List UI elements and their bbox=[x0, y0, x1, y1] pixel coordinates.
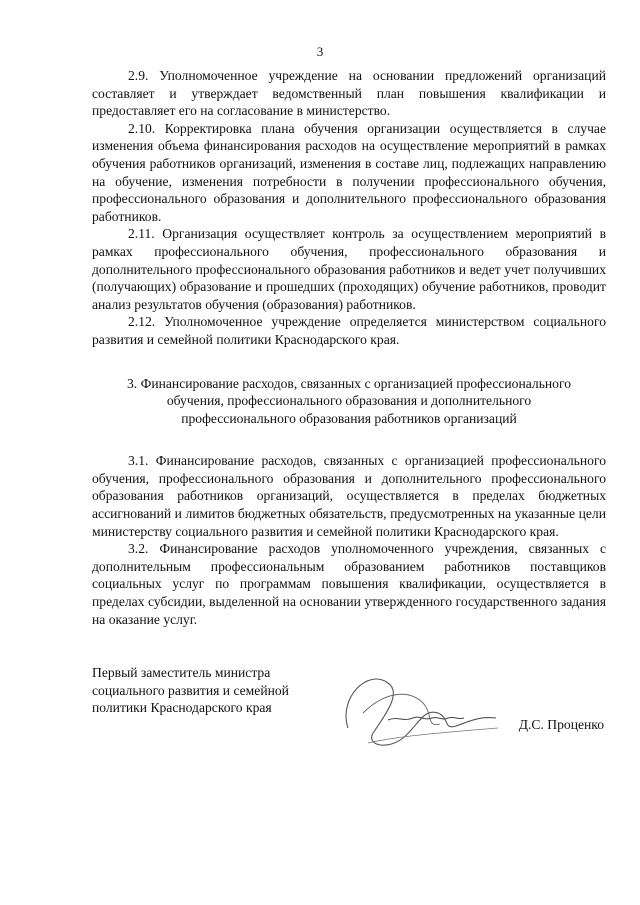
section-3-heading: 3. Финансирование расходов, связанных с организацией профессионального обучения, профессионального образования и дополнительного профессионального образования работников организаций bbox=[127, 375, 571, 426]
paragraph-2-9: 2.9. Уполномоченное учреждение на основании предложений организаций составляет и утверждает ведомственный план повышения квалификации и предоставляет его на согласование в министерство. bbox=[92, 68, 606, 119]
signer-title-line: политики Краснодарского края bbox=[92, 700, 272, 716]
signer-title bbox=[92, 664, 322, 717]
signature-block bbox=[92, 664, 606, 764]
paragraph-2-10: 2.10. Корректировка плана обучения организации осуществляется в случае изменения объема финансирования расходов на осуществление мероприятий в рамках обучения работников организаций, изменения в составе лиц, подлежащих направлению на обучение, изменения потребности в получении профессионального обучения, профессионального образования и дополнительного профессионального образования работников. bbox=[92, 120, 606, 224]
paragraph-2-12: 2.12. Уполномоченное учреждение определяется министерством социального развития и семейной политики Краснодарского края. bbox=[92, 314, 606, 347]
signer-title-line: Первый заместитель министра bbox=[92, 665, 271, 680]
signer-name: Д.С. Проценко bbox=[518, 717, 604, 732]
signer-title-line: социального развития и семейной bbox=[92, 682, 289, 698]
handwritten-signature bbox=[328, 658, 508, 758]
paragraph-3-1: 3.1. Финансирование расходов, связанных с организацией профессионального обучения, профессионального образования и дополнительного профессионального образования работников организаций, осуществляется в пределах бюджетных ассигнований и лимитов бюджетных обязательств, предусмотренных на указанные цели министерству социального развития и семейной политики Краснодарского края. bbox=[92, 453, 606, 539]
paragraph-2-11: 2.11. Организация осуществляет контроль за осуществлением мероприятий в рамках профессионального обучения, профессионального образования и дополнительного профессионального образования работников и ведет учет получивших (получающих) образование и прошедших (проходящих) обучение работников, проводит анализ результатов обучения (образования) работников. bbox=[92, 226, 606, 312]
document-body bbox=[92, 67, 606, 628]
page-number: 3 bbox=[316, 44, 324, 59]
paragraph-3-2: 3.2. Финансирование расходов уполномоченного учреждения, связанных с дополнительным профессиональным образованием работников поставщиков социальных услуг по программам повышения квалификации, осуществляется в пределах субсидии, выделенной на основании утвержденного государственного задания на оказание услуг. bbox=[92, 541, 606, 627]
